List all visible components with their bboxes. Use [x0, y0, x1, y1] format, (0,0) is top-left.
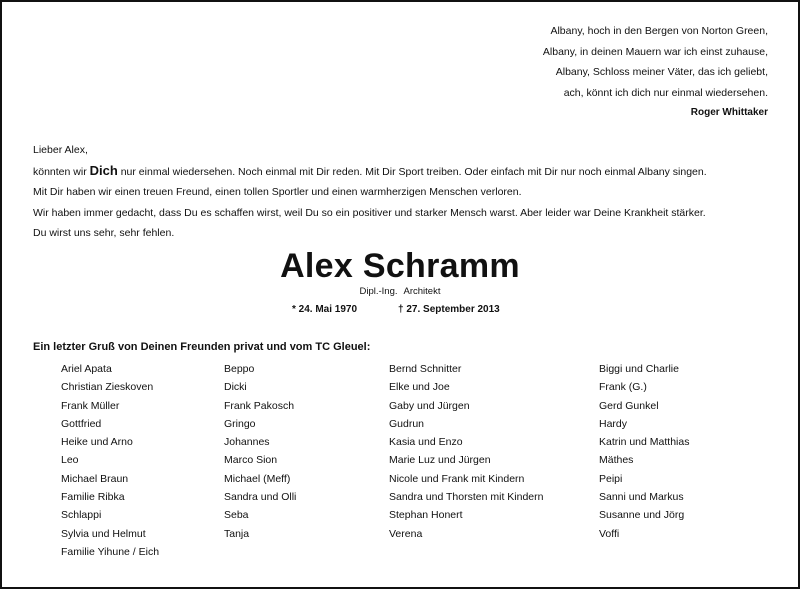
friend-name: Marco Sion [224, 454, 278, 467]
friend-name: Nicole und Frank mit Kindern [389, 472, 525, 485]
friend-name: Sanni und Markus [599, 491, 684, 504]
friend-name: Sandra und Thorsten mit Kindern [389, 491, 544, 504]
letter-emphasis: Dich [89, 162, 118, 178]
poem-line: Albany, hoch in den Bergen von Norton Green, [550, 25, 768, 37]
friend-name: Sylvia und Helmut [61, 527, 146, 540]
friend-name: Kasia und Enzo [389, 436, 463, 449]
poem-author: Roger Whittaker [690, 107, 768, 118]
poem-quote [543, 21, 768, 124]
deceased-name: Alex Schramm [280, 247, 520, 285]
friend-name: Tanja [224, 527, 250, 540]
friend-name: Michael (Meff) [224, 472, 291, 485]
friend-name: Gottfried [61, 417, 102, 430]
letter-line: Du wirst uns sehr, sehr fehlen. [33, 227, 175, 239]
friend-name: Gerd Gunkel [599, 399, 659, 412]
letter-salutation: Lieber Alex, [33, 144, 88, 156]
friend-name: Dicki [224, 381, 247, 394]
friends-column-3 [389, 360, 543, 543]
friend-name: Schlappi [61, 509, 102, 522]
friend-name: Marie Luz und Jürgen [389, 454, 491, 467]
friend-name: Hardy [599, 417, 628, 430]
friend-name: Stephan Honert [389, 509, 463, 522]
deceased-degree: Dipl.-Ing. [359, 286, 398, 297]
friend-name: Sandra und Olli [224, 491, 297, 504]
letter-line: Wir haben immer gedacht, dass Du es schaffen wirst, weil Du so ein positiver und starker Mensch warst. Aber leider war Deine Krankheit stärker. [33, 206, 706, 219]
friend-name: Ariel Apata [61, 363, 112, 375]
friend-name: Verena [389, 527, 423, 540]
deceased-profession: Architekt [403, 286, 441, 297]
friend-name: Leo [61, 454, 79, 467]
friends-greeting: Ein letzter Gruß von Deinen Freunden privat und vom TC Gleuel: [33, 341, 371, 353]
letter-text [33, 140, 707, 244]
friend-name: Peipi [599, 472, 623, 485]
friends-column-2 [224, 360, 296, 543]
friend-name: Gaby und Jürgen [389, 399, 470, 412]
friends-column-4 [599, 360, 689, 543]
friend-name: Mäthes [599, 454, 634, 467]
friend-name: Susanne und Jörg [599, 509, 685, 522]
friend-name: Frank Müller [61, 399, 120, 412]
deceased-titles [0, 286, 800, 297]
birth-date: * 24. Mai 1970 [292, 304, 358, 315]
poem-line: ach, könnt ich dich nur einmal wiedersehen. [563, 86, 768, 99]
friend-name: Familie Ribka [61, 491, 125, 504]
friend-name-extra: Familie Yihune / Eich [61, 546, 160, 558]
poem-line: Albany, Schloss meiner Väter, das ich geliebt, [555, 66, 768, 78]
friend-name: Seba [224, 509, 249, 522]
friend-name: Elke und Joe [389, 381, 450, 394]
letter-line-end: nur einmal wiedersehen. Noch einmal mit Dir reden. Mit Dir Sport treiben. Oder einfach mit Dir nur noch einmal Albany singen. [117, 165, 707, 178]
friends-column-1 [61, 360, 153, 543]
poem-line: Albany, in deinen Mauern war ich einst zuhause, [542, 45, 768, 58]
friend-name: Voffi [599, 527, 620, 540]
friend-name: Bernd Schnitter [389, 363, 462, 375]
friend-name: Katrin und Matthias [599, 436, 690, 449]
deceased-name-block [0, 246, 800, 286]
friend-name: Johannes [224, 436, 270, 449]
friend-name: Gringo [224, 417, 256, 430]
friend-name: Frank (G.) [599, 381, 647, 394]
friend-name: Michael Braun [61, 472, 129, 485]
friend-name: Frank Pakosch [224, 399, 295, 412]
death-date: † 27. September 2013 [398, 304, 500, 315]
letter-line-start: könnten wir [33, 165, 90, 178]
friend-name: Christian Zieskoven [61, 381, 154, 394]
letter-line: Mit Dir haben wir einen treuen Freund, einen tollen Sportler und einen warmherzigen Menschen verloren. [33, 186, 522, 198]
letter-line [33, 161, 707, 183]
friend-name: Biggi und Charlie [599, 363, 679, 375]
friend-name: Beppo [224, 363, 255, 375]
friend-name: Gudrun [389, 417, 425, 430]
friend-name: Heike und Arno [61, 436, 133, 449]
